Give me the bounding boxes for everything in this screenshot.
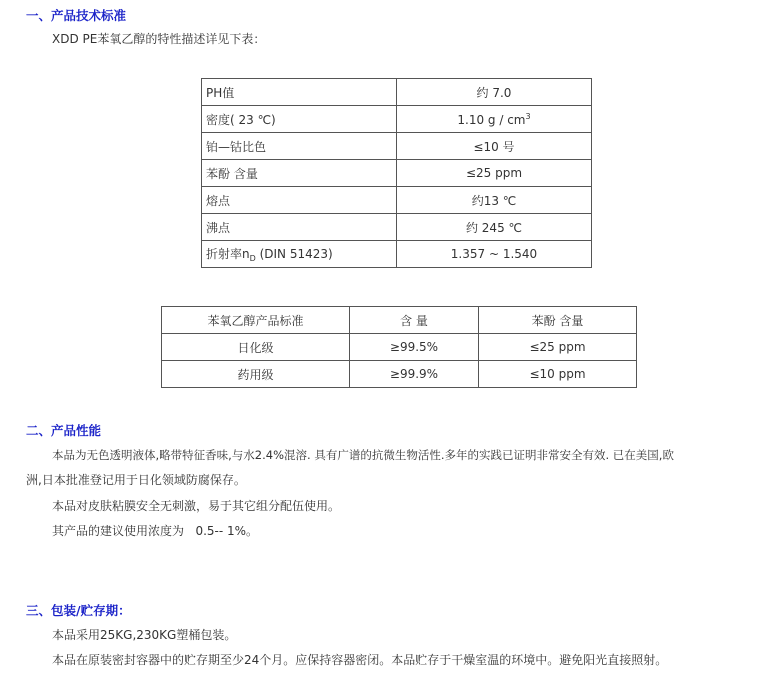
table-row xyxy=(202,160,592,187)
table-header-row xyxy=(162,307,637,334)
table-row xyxy=(202,133,592,160)
spec-value xyxy=(397,106,592,133)
spec-label: 熔点 xyxy=(202,187,397,214)
spec-value: ≤10 号 xyxy=(397,133,592,160)
column-header: 含 量 xyxy=(350,307,479,334)
spec-label-suffix: (DIN 51423) xyxy=(255,247,333,261)
section3-paragraph-1: 本品采用25KG,230KG塑桶包装。 xyxy=(52,628,237,642)
column-header: 苯酚 含量 xyxy=(479,307,637,334)
spec-label: 苯酚 含量 xyxy=(202,160,397,187)
section3-paragraph-2: 本品在原装密封容器中的贮存期至少24个月。应保持容器密闭。本品贮存于干燥室温的环境中。避免阳光直接照射。 xyxy=(52,653,668,667)
spec-label xyxy=(202,241,397,268)
table-row xyxy=(202,187,592,214)
spec-value: 1.357 ~ 1.540 xyxy=(397,241,592,268)
column-header: 苯氧乙醇产品标准 xyxy=(162,307,350,334)
table-cell: 日化级 xyxy=(162,334,350,361)
spec-label-subscript: D xyxy=(249,254,256,263)
section1-heading: 一、产品技术标准 xyxy=(26,8,127,23)
section2-heading: 二、产品性能 xyxy=(26,423,102,438)
grade-table xyxy=(161,306,637,388)
section2-paragraph-2: 本品对皮肤粘膜安全无刺激，易于其它组分配伍使用。 xyxy=(52,499,341,513)
table-cell: ≥99.5% xyxy=(350,334,479,361)
table-cell: ≤25 ppm xyxy=(479,334,637,361)
table-row xyxy=(162,361,637,388)
table-cell: 药用级 xyxy=(162,361,350,388)
spec-label: 密度( 23 ℃) xyxy=(202,106,397,133)
table-row xyxy=(202,79,592,106)
table-row xyxy=(162,334,637,361)
spec-value-superscript: 3 xyxy=(525,111,531,121)
section3-heading: 三、包装/贮存期： xyxy=(26,603,131,618)
spec-label: 铂—钴比色 xyxy=(202,133,397,160)
spec-label: 沸点 xyxy=(202,214,397,241)
spec-table xyxy=(201,78,592,268)
spec-label: PH值 xyxy=(202,79,397,106)
section2-paragraph-1-line-2: 洲,日本批准登记用于日化领域防腐保存。 xyxy=(26,473,246,487)
spec-label-text: 折射率n xyxy=(206,247,250,261)
spec-value: 约13 ℃ xyxy=(397,187,592,214)
spec-value-text: 1.10 g / cm xyxy=(457,112,526,127)
table-row xyxy=(202,106,592,133)
section2-paragraph-3: 其产品的建议使用浓度为 0.5-- 1%。 xyxy=(52,524,259,538)
spec-value: ≤25 ppm xyxy=(397,160,592,187)
spec-value: 约 7.0 xyxy=(397,79,592,106)
section2-paragraph-1-line-1: 本品为无色透明液体,略带特征香味,与水2.4%混溶. 具有广谱的抗微生物活性.多年的实践已证明非常安全有效. 已在美国,欧 xyxy=(52,448,674,462)
table-cell: ≥99.9% xyxy=(350,361,479,388)
table-row xyxy=(202,214,592,241)
table-cell: ≤10 ppm xyxy=(479,361,637,388)
spec-value: 约 245 ℃ xyxy=(397,214,592,241)
section1-intro: XDD PE苯氧乙醇的特性描述详见下表： xyxy=(52,32,266,46)
table-row xyxy=(202,241,592,268)
